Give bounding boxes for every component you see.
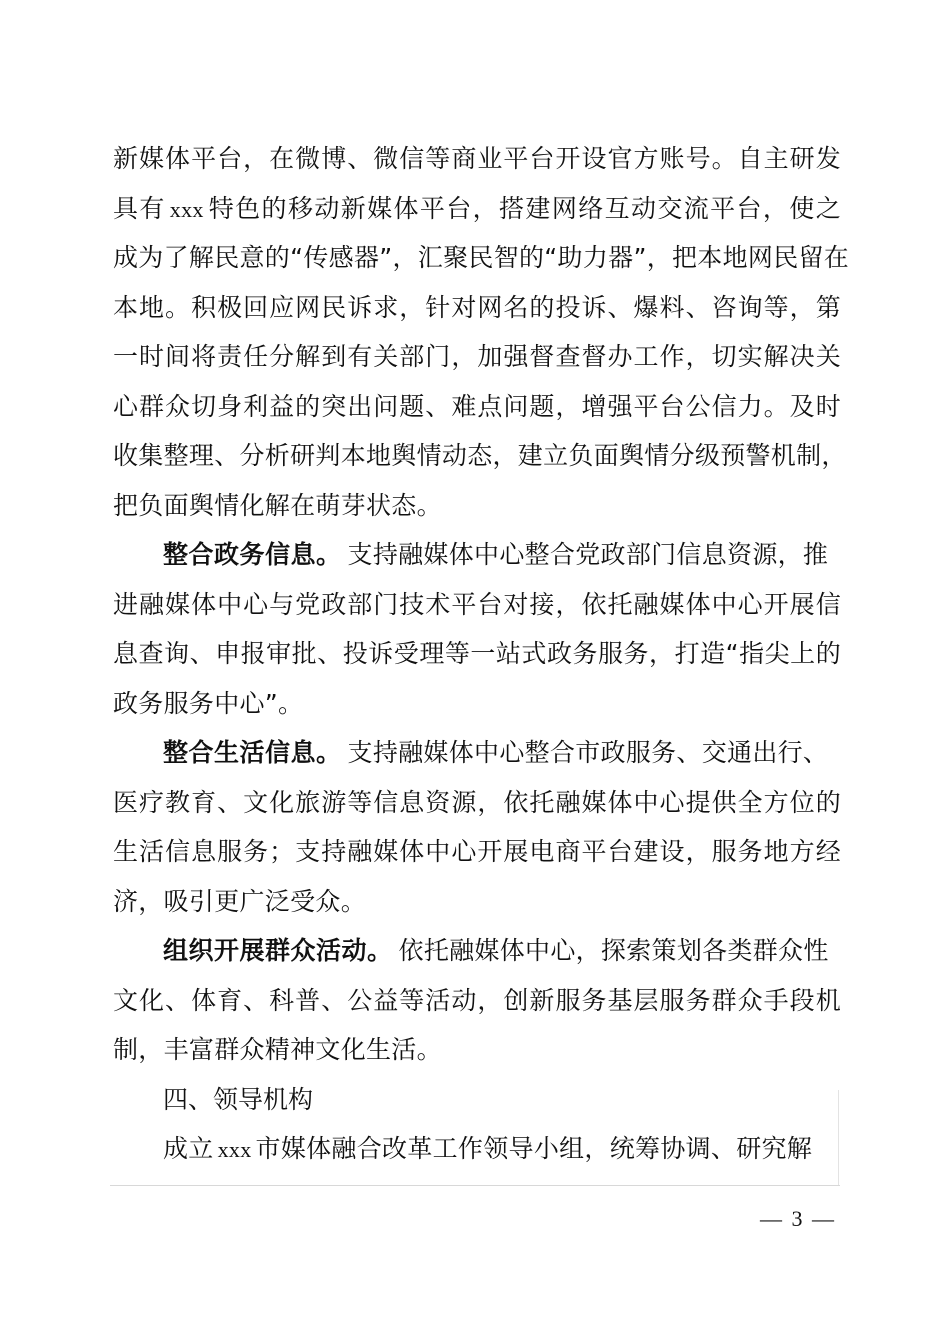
paragraph-first-line [113, 530, 841, 580]
paragraph-heading: 整合政务信息。 [163, 540, 342, 569]
paragraph-heading: 组织开展群众活动。 [163, 936, 393, 965]
paragraph-line: 一时间将责任分解到有关部门，加强督查督办工作，切实解决关 [113, 342, 841, 371]
placeholder-code: xxx [217, 1137, 252, 1162]
paragraph-line: 息查询、申报审批、投诉受理等一站式政务服务，打造“指尖上的 [113, 639, 841, 668]
paragraph-line: 新媒体平台，在微博、微信等商业平台开设官方账号。自主研发 [113, 144, 841, 173]
document-body [113, 134, 850, 1174]
paragraph-line: 文化、体育、科普、公益等活动，创新服务基层服务群众手段机 [113, 985, 841, 1015]
page-number: — 3 — [760, 1206, 836, 1231]
placeholder-code: xxx [169, 196, 204, 222]
section-leadership [113, 1075, 841, 1174]
paragraph-line: 济，吸引更广泛受众。 [113, 886, 367, 916]
paragraph-line: 成为了解民意的“传感器”，汇聚民智的“助力器”，把本地网民留在 [113, 243, 850, 272]
paragraph-line: 进融媒体中心与党政部门技术平台对接，依托融媒体中心开展信 [113, 589, 841, 619]
paragraph-first-line [113, 728, 841, 778]
paragraph-life-info [113, 728, 841, 926]
line-text: 成立 [163, 1134, 214, 1163]
paragraph-mass-activities [113, 926, 841, 1075]
paragraph-line: 政务服务中心”。 [113, 688, 304, 718]
paragraph-line: 心群众切身利益的突出问题、难点问题，增强平台公信力。及时 [113, 391, 841, 421]
line-text: 具有 [113, 193, 166, 223]
paragraph-line: 把负面舆情化解在萌芽状态。 [113, 490, 442, 520]
paragraph-heading: 整合生活信息。 [163, 738, 342, 767]
margin-rule-vertical [838, 1090, 839, 1185]
paragraph-line [113, 184, 841, 234]
line-text: 支持融媒体中心整合市政服务、交通出行、 [347, 738, 829, 767]
paragraph-media-platform [113, 134, 850, 530]
paragraph-line: 制，丰富群众精神文化生活。 [113, 1035, 442, 1064]
line-text: 依托融媒体中心，探索策划各类群众性 [398, 936, 829, 965]
paragraph-first-line [113, 1124, 841, 1174]
section-title: 四、领导机构 [163, 1084, 314, 1114]
line-text: 支持融媒体中心整合党政部门信息资源，推 [347, 540, 829, 569]
paragraph-line: 医疗教育、文化旅游等信息资源，依托融媒体中心提供全方位的 [113, 787, 841, 817]
paragraph-line: 收集整理、分析研判本地舆情动态，建立负面舆情分级预警机制， [113, 441, 847, 470]
paragraph-line: 生活信息服务；支持融媒体中心开展电商平台建设，服务地方经 [113, 837, 841, 866]
line-text: 特色的移动新媒体平台，搭建网络互动交流平台，使之 [207, 193, 841, 223]
paragraph-line: 本地。积极回应网民诉求，针对网名的投诉、爆料、咨询等，第 [113, 292, 841, 322]
paragraph-government-info [113, 530, 841, 728]
line-text: 市媒体融合改革工作领导小组，统筹协调、研究解 [255, 1134, 813, 1163]
paragraph-first-line [113, 926, 841, 976]
margin-rule-horizontal [110, 1185, 840, 1186]
